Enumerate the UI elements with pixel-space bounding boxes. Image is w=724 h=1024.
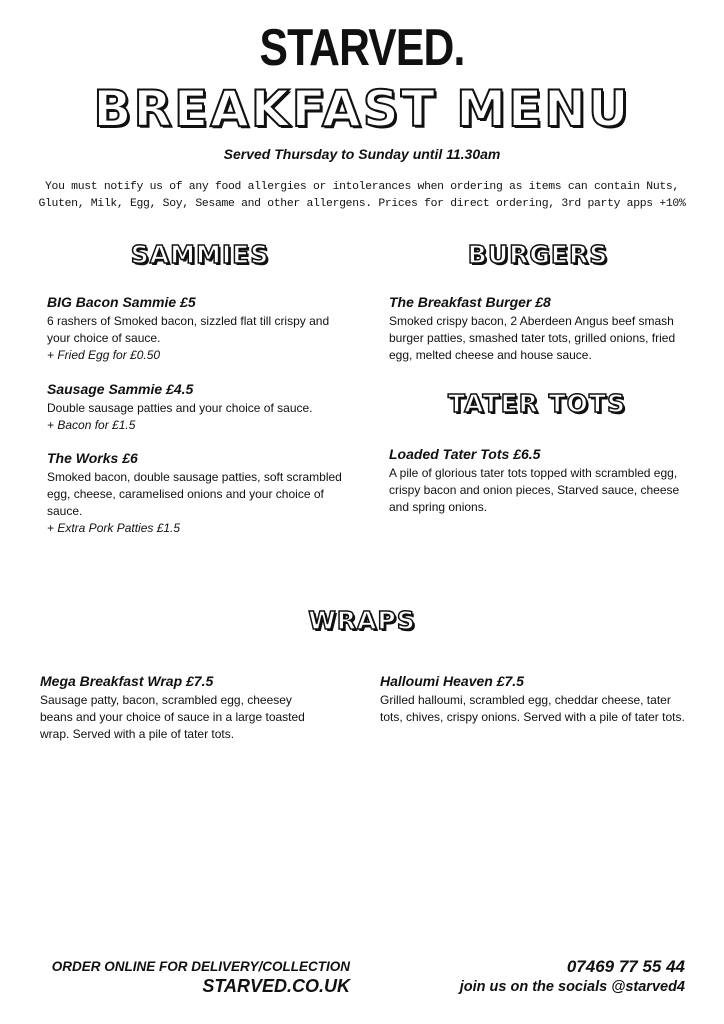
phone-number: 07469 77 55 44 [566, 957, 685, 976]
item-title: The Breakfast Burger £8 [389, 294, 551, 310]
menu-item [47, 381, 347, 434]
item-title: Loaded Tater Tots £6.5 [389, 446, 541, 462]
section-heading-wraps: WRAPS [308, 606, 416, 635]
allergen-notice: You must notify us of any food allergies or intolerances when ordering as items can contain Nuts, Gluten, Milk, Egg, Soy, Sesame and other allergens. Prices for direct ordering, 3rd party apps +10% [38, 181, 686, 210]
item-description: Grilled halloumi, scrambled egg, cheddar cheese, tater tots, chives, crispy onions. Served with a pile of tater tots. [380, 693, 685, 724]
item-description: A pile of glorious tater tots topped with scrambled egg, crispy bacon and onion pieces, Starved sauce, cheese and spring onions. [389, 466, 680, 514]
item-extra: + Extra Pork Patties £1.5 [47, 521, 181, 535]
menu-item [40, 673, 325, 743]
item-title: Sausage Sammie £4.5 [47, 381, 194, 397]
website-link[interactable]: STARVED.CO.UK [202, 976, 350, 996]
order-online-text: ORDER ONLINE FOR DELIVERY/COLLECTION [51, 959, 350, 974]
page-title: BREAKFAST MENU [93, 80, 631, 138]
item-title: Halloumi Heaven £7.5 [380, 673, 524, 689]
menu-item [389, 446, 694, 516]
section-heading-sammies: SAMMIES [130, 240, 270, 269]
section-heading-burgers: BURGERS [467, 240, 609, 269]
menu-item [389, 294, 694, 364]
item-description: Smoked crispy bacon, 2 Aberdeen Angus beef smash burger patties, smashed tater tots, grilled onions, fried egg, melted cheese and house sauce. [389, 314, 676, 362]
item-title: BIG Bacon Sammie £5 [47, 294, 196, 310]
section-heading-tater-tots: TATER TOTS [448, 389, 626, 418]
item-description: 6 rashers of Smoked bacon, sizzled flat till crispy and your choice of sauce. [47, 314, 330, 345]
menu-item [380, 673, 695, 726]
menu-item [47, 450, 342, 537]
item-extra: + Bacon for £1.5 [47, 418, 136, 432]
item-extra: + Fried Egg for £0.50 [47, 348, 161, 362]
menu-item [47, 294, 347, 364]
socials-handle: join us on the socials @starved4 [459, 979, 685, 995]
item-title: The Works £6 [47, 450, 138, 466]
serving-times: Served Thursday to Sunday until 11.30am [223, 146, 501, 162]
item-description: Sausage patty, bacon, scrambled egg, cheesey beans and your choice of sauce in a large toasted wrap. Served with a pile of tater tots. [40, 693, 305, 741]
brand-logo: STARVED. [259, 19, 465, 77]
item-description: Smoked bacon, double sausage patties, soft scrambled egg, cheese, caramelised onions and your choice of sauce. [47, 470, 342, 518]
item-title: Mega Breakfast Wrap £7.5 [40, 673, 214, 689]
item-description: Double sausage patties and your choice of sauce. [47, 401, 313, 415]
